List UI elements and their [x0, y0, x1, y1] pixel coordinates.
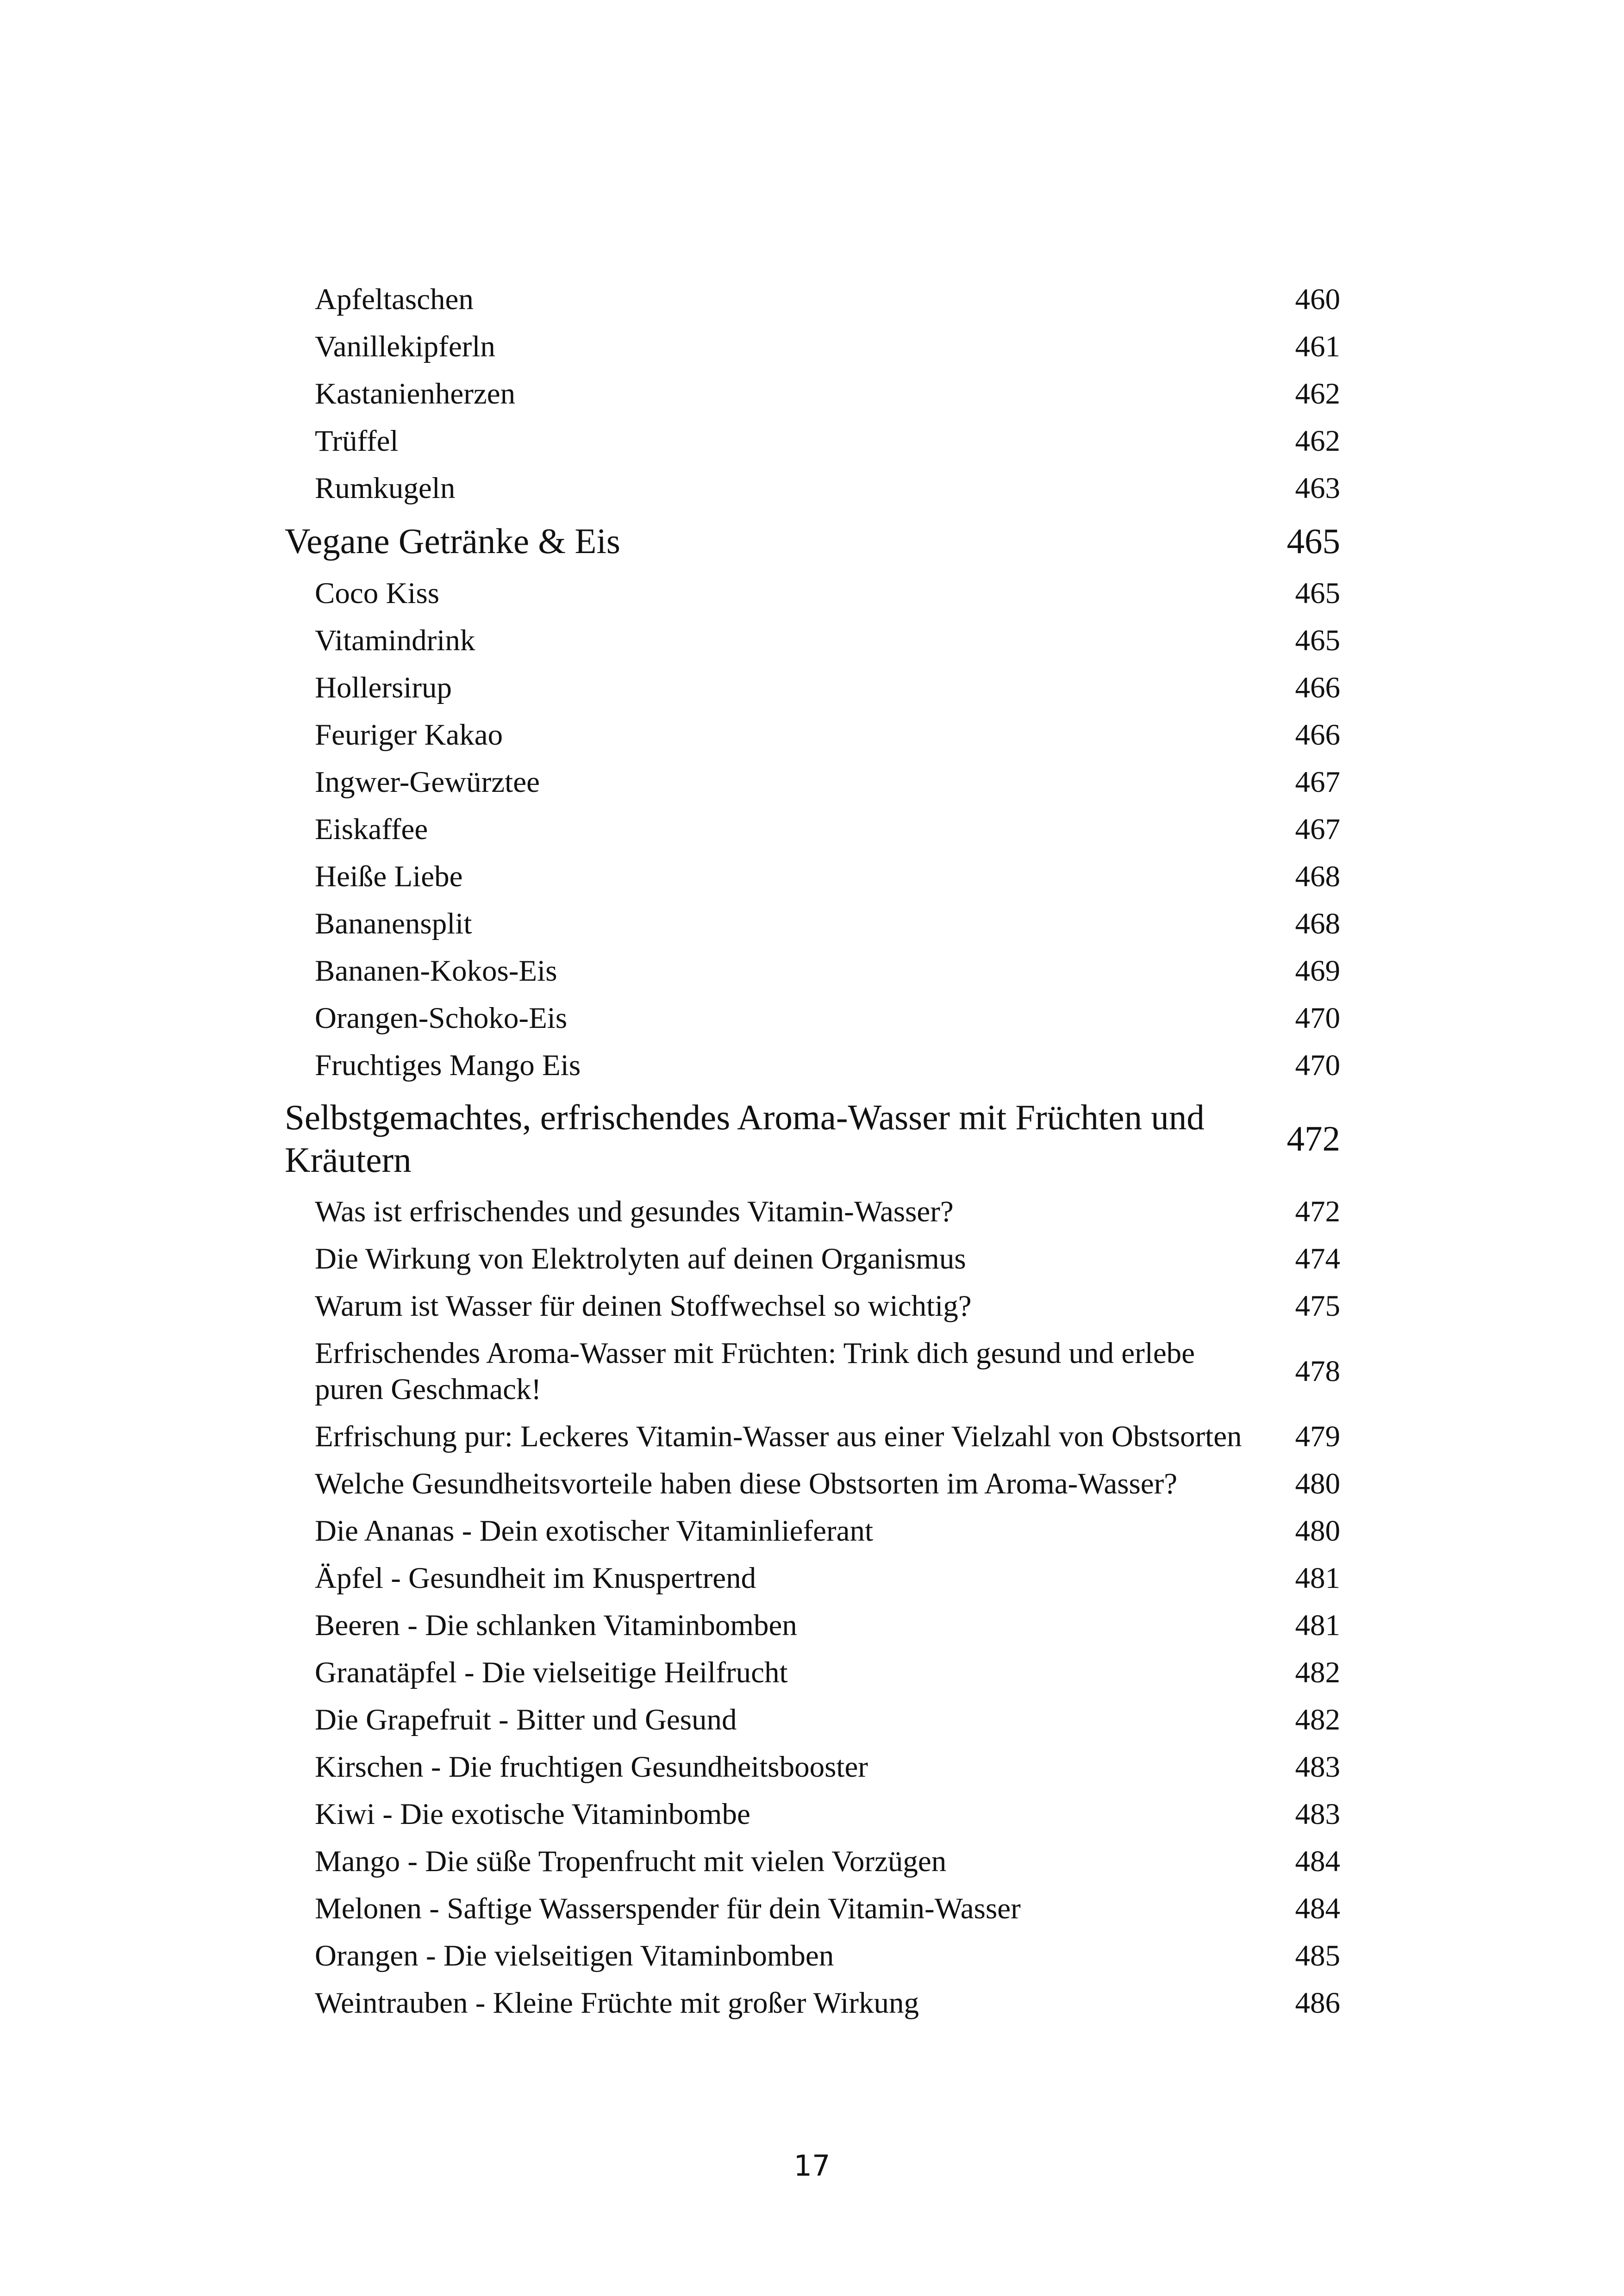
toc-entry-page: 462: [1295, 377, 1340, 411]
table-of-contents: [285, 276, 1340, 2027]
toc-entry[interactable]: [285, 1188, 1340, 1235]
toc-entry[interactable]: [285, 370, 1340, 417]
toc-entry[interactable]: [285, 1932, 1340, 1979]
toc-entry[interactable]: [285, 1602, 1340, 1649]
toc-entry-page: 463: [1295, 472, 1340, 505]
toc-entry[interactable]: [285, 1042, 1340, 1089]
toc-entry-title: Granatäpfel - Die vielseitige Heilfrucht: [315, 1656, 788, 1689]
toc-entry[interactable]: [285, 1282, 1340, 1330]
toc-entry-page: 478: [1295, 1355, 1340, 1388]
toc-entry[interactable]: [285, 900, 1340, 947]
toc-entry-page: 470: [1295, 1049, 1340, 1082]
toc-chapter-title: Selbstgemachtes, erfrischendes Aroma-Wasser mit Früchten und Kräutern: [285, 1097, 1205, 1180]
toc-entry-title: Heiße Liebe: [315, 860, 463, 893]
toc-entry-title: Warum ist Wasser für deinen Stoffwechsel so wichtig?: [315, 1289, 972, 1323]
toc-entry-page: 461: [1295, 330, 1340, 363]
toc-entry-page: 484: [1295, 1845, 1340, 1878]
toc-entry[interactable]: [285, 1649, 1340, 1696]
toc-entry-title: Mango - Die süße Tropenfrucht mit vielen Vorzügen: [315, 1845, 947, 1878]
toc-entry[interactable]: [285, 276, 1340, 323]
toc-chapter-entry[interactable]: [285, 512, 1340, 570]
toc-entry-page: 465: [1295, 577, 1340, 610]
toc-entry-page: 482: [1295, 1703, 1340, 1736]
toc-entry[interactable]: [285, 1696, 1340, 1743]
toc-entry-title: Kiwi - Die exotische Vitaminbombe: [315, 1798, 750, 1831]
toc-entry-title: Melonen - Saftige Wasserspender für dein Vitamin-Wasser: [315, 1892, 1021, 1925]
toc-entry[interactable]: [285, 995, 1340, 1042]
toc-entry[interactable]: [285, 1885, 1340, 1932]
toc-entry[interactable]: [285, 1555, 1340, 1602]
toc-entry-title: Was ist erfrischendes und gesundes Vitamin-Wasser?: [315, 1195, 954, 1228]
toc-entry-title: Eiskaffee: [315, 813, 428, 846]
toc-entry-page: 481: [1295, 1609, 1340, 1642]
toc-entry-page: 470: [1295, 1002, 1340, 1035]
toc-entry-title: Bananen-Kokos-Eis: [315, 954, 557, 988]
toc-entry[interactable]: [285, 853, 1340, 900]
toc-entry-page: 480: [1295, 1514, 1340, 1548]
page-number: 17: [793, 2149, 831, 2183]
toc-entry[interactable]: [285, 1507, 1340, 1555]
toc-entry-page: 472: [1295, 1195, 1340, 1228]
toc-entry[interactable]: [285, 323, 1340, 370]
toc-entry-page: 484: [1295, 1892, 1340, 1925]
toc-entry[interactable]: [285, 759, 1340, 806]
toc-entry[interactable]: [285, 1979, 1340, 2027]
toc-entry-page: 485: [1295, 1939, 1340, 1972]
toc-entry-page: 480: [1295, 1467, 1340, 1500]
toc-entry[interactable]: [285, 617, 1340, 664]
toc-entry-title: Rumkugeln: [315, 472, 456, 505]
toc-entry-page: 475: [1295, 1289, 1340, 1323]
toc-entry-title: Apfeltaschen: [315, 283, 474, 316]
toc-entry-page: 465: [1295, 624, 1340, 657]
toc-entry[interactable]: [285, 1460, 1340, 1507]
toc-entry-page: 460: [1295, 283, 1340, 316]
toc-entry[interactable]: [285, 1235, 1340, 1282]
toc-entry[interactable]: [285, 664, 1340, 711]
toc-entry-title: Die Grapefruit - Bitter und Gesund: [315, 1703, 737, 1736]
toc-entry-page: 482: [1295, 1656, 1340, 1689]
toc-entry-title: Fruchtiges Mango Eis: [315, 1049, 581, 1082]
toc-entry[interactable]: [285, 1838, 1340, 1885]
toc-entry[interactable]: [285, 806, 1340, 853]
toc-chapter-title: Vegane Getränke & Eis: [285, 521, 620, 561]
toc-entry[interactable]: [285, 1413, 1340, 1460]
toc-entry-page: 466: [1295, 718, 1340, 752]
toc-entry[interactable]: [285, 417, 1340, 465]
toc-entry-page: 467: [1295, 813, 1340, 846]
toc-entry-title: Beeren - Die schlanken Vitaminbomben: [315, 1609, 797, 1642]
toc-entry-page: 469: [1295, 954, 1340, 988]
toc-entry-title: Ingwer-Gewürztee: [315, 765, 540, 799]
toc-entry-page: 468: [1295, 907, 1340, 940]
toc-entry-title: Vitamindrink: [315, 624, 475, 657]
toc-chapter-entry[interactable]: [285, 1089, 1340, 1188]
toc-entry[interactable]: [285, 570, 1340, 617]
toc-entry[interactable]: [285, 1791, 1340, 1838]
toc-entry-title: Bananensplit: [315, 907, 472, 940]
toc-entry-title: Äpfel - Gesundheit im Knuspertrend: [315, 1562, 756, 1595]
toc-entry-page: 486: [1295, 1986, 1340, 2020]
toc-entry[interactable]: [285, 465, 1340, 512]
toc-entry-title: Welche Gesundheitsvorteile haben diese Obstsorten im Aroma-Wasser?: [315, 1467, 1178, 1500]
toc-chapter-page: 465: [1287, 521, 1340, 561]
toc-entry[interactable]: [285, 711, 1340, 759]
toc-entry-page: 467: [1295, 765, 1340, 799]
toc-entry[interactable]: [285, 1330, 1340, 1413]
toc-entry-title: Erfrischung pur: Leckeres Vitamin-Wasser aus einer Vielzahl von Obstsorten: [315, 1420, 1242, 1453]
toc-entry-title: Orangen-Schoko-Eis: [315, 1002, 568, 1035]
toc-entry-title: Kirschen - Die fruchtigen Gesundheitsbooster: [315, 1750, 868, 1784]
toc-entry-title: Kastanienherzen: [315, 377, 516, 411]
toc-entry-page: 479: [1295, 1420, 1340, 1453]
toc-entry-title: Erfrischendes Aroma-Wasser mit Früchten: Trink dich gesund und erlebe puren Geschmack!: [315, 1337, 1195, 1406]
toc-entry-page: 483: [1295, 1798, 1340, 1831]
toc-entry-page: 483: [1295, 1750, 1340, 1784]
toc-entry-title: Hollersirup: [315, 671, 452, 704]
toc-entry-page: 481: [1295, 1562, 1340, 1595]
toc-entry[interactable]: [285, 1743, 1340, 1791]
toc-entry-title: Die Ananas - Dein exotischer Vitaminlieferant: [315, 1514, 874, 1548]
toc-entry-title: Vanillekipferln: [315, 330, 495, 363]
toc-chapter-page: 472: [1287, 1119, 1340, 1158]
toc-entry-page: 468: [1295, 860, 1340, 893]
toc-entry[interactable]: [285, 947, 1340, 995]
toc-entry-title: Weintrauben - Kleine Früchte mit großer Wirkung: [315, 1986, 919, 2020]
toc-entry-page: 474: [1295, 1242, 1340, 1276]
toc-entry-title: Coco Kiss: [315, 577, 440, 610]
toc-entry-title: Trüffel: [315, 424, 399, 458]
toc-entry-page: 462: [1295, 424, 1340, 458]
toc-entry-title: Die Wirkung von Elektrolyten auf deinen Organismus: [315, 1242, 966, 1276]
toc-entry-title: Feuriger Kakao: [315, 718, 503, 752]
toc-entry-page: 466: [1295, 671, 1340, 704]
toc-entry-title: Orangen - Die vielseitigen Vitaminbomben: [315, 1939, 834, 1972]
